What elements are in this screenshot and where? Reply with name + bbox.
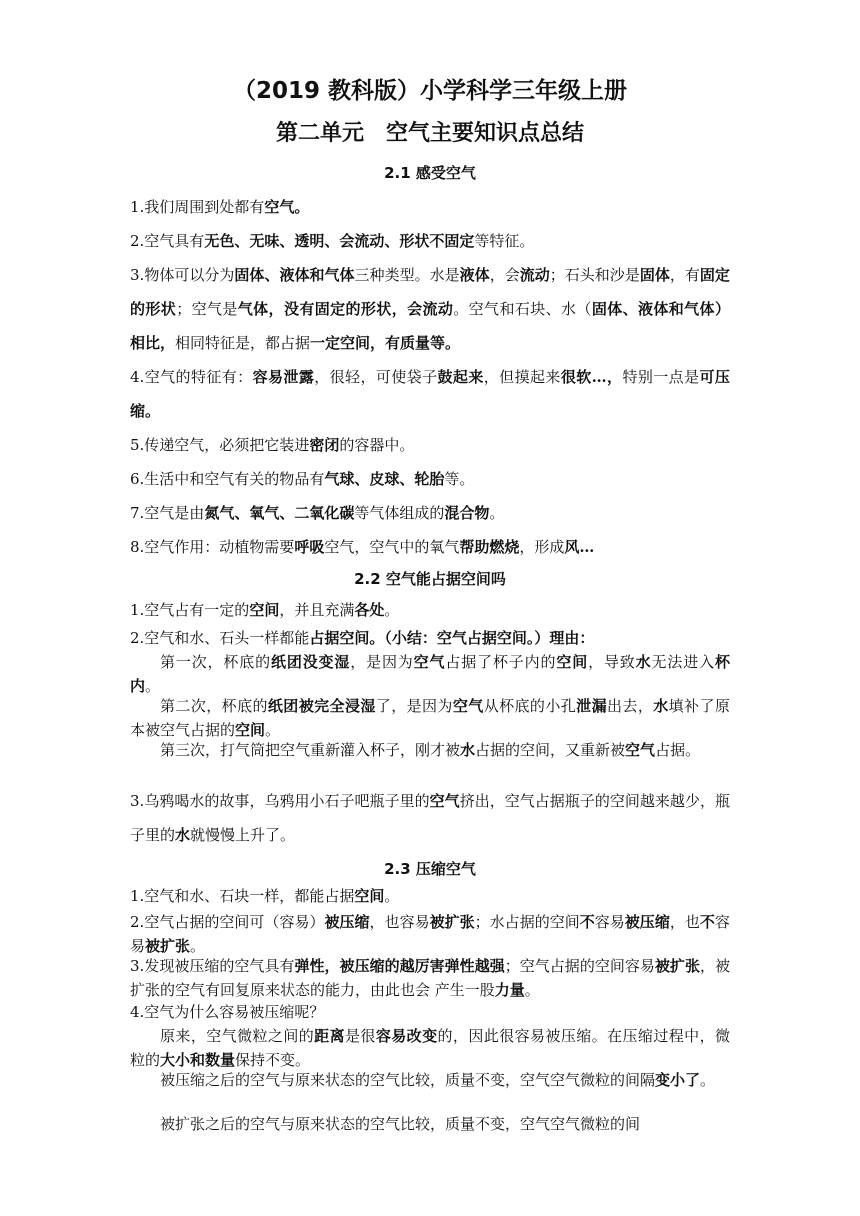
document-title: （2019 教科版）小学科学三年级上册 (232, 78, 628, 104)
paragraph: 1.空气占有一定的空间，并且充满各处。 (130, 601, 400, 619)
paragraph: 7.空气是由氮气、氧气、二氧化碳等气体组成的混合物。 (130, 504, 505, 522)
paragraph: 5.传递空气，必须把它装进密闭的容器中。 (130, 436, 415, 454)
paragraph: 3.物体可以分为固体、液体和气体三种类型。水是液体，会流动；石头和沙是固体，有固定的形状；空气是气体，没有固定的形状，会流动。空气和石块、水（固体、液体和气体）相比，相同特征是，都占据一定空间，有质量等。 (130, 266, 730, 352)
paragraph: 2.空气占据的空间可（容易）被压缩，也容易被扩张；水占据的空间不容易被压缩，也不容易被扩张。 (130, 913, 730, 955)
paragraph: 3.乌鸦喝水的故事，乌鸦用小石子吧瓶子里的空气挤出，空气占据瓶子的空间越来越少，瓶子里的水就慢慢上升了。 (130, 792, 730, 844)
paragraph: 被扩张之后的空气与原来状态的空气比较，质量不变，空气空气微粒的间 (160, 1115, 641, 1133)
document-subtitle: 第二单元 空气主要知识点总结 (275, 121, 584, 146)
paragraph: 4.空气的特征有：容易泄露，很轻，可使袋子鼓起来，但摸起来很软…，特别一点是可压缩。 (130, 368, 730, 420)
paragraph: 6.生活中和空气有关的物品有气球、皮球、轮胎等。 (130, 470, 475, 488)
paragraph: 1.空气和水、石块一样，都能占据空间。 (130, 887, 400, 905)
paragraph: 第三次，打气筒把空气重新灌入杯子，刚才被水占据的空间，又重新被空气占据。 (160, 741, 701, 759)
section-heading-2-3: 2.3 压缩空气 (384, 860, 476, 878)
paragraph: 2.空气具有无色、无味、透明、会流动、形状不固定等特征。 (130, 232, 535, 250)
paragraph: 1.我们周围到处都有空气。 (130, 198, 310, 216)
paragraph: 原来，空气微粒之间的距离是很容易改变的，因此很容易被压缩。在压缩过程中，微粒的大小和数量保持不变。 (130, 1027, 730, 1069)
paragraph: 第一次，杯底的纸团没变湿，是因为空气占据了杯子内的空间，导致水无法进入杯内。 (130, 653, 730, 695)
paragraph: 3.发现被压缩的空气具有弹性，被压缩的越厉害弹性越强；空气占据的空间容易被扩张，被扩张的空气有回复原来状态的能力，由此也会 产生一股力量。 (130, 957, 730, 999)
paragraph: 2.空气和水、石头一样都能占据空间。（小结：空气占据空间。）理由： (130, 629, 595, 647)
paragraph: 被压缩之后的空气与原来状态的空气比较，质量不变，空气空气微粒的间隔变小了。 (160, 1071, 716, 1089)
section-heading-2-1: 2.1 感受空气 (384, 164, 476, 182)
paragraph: 8.空气作用：动植物需要呼吸空气，空气中的氧气帮助燃烧，形成风… (130, 538, 595, 556)
section-heading-2-2: 2.2 空气能占据空间吗 (354, 570, 506, 588)
paragraph: 4.空气为什么容易被压缩呢？ (130, 1003, 325, 1021)
paragraph: 第二次，杯底的纸团被完全浸湿了，是因为空气从杯底的小孔泄漏出去，水填补了原本被空气占据的空间。 (130, 697, 730, 739)
